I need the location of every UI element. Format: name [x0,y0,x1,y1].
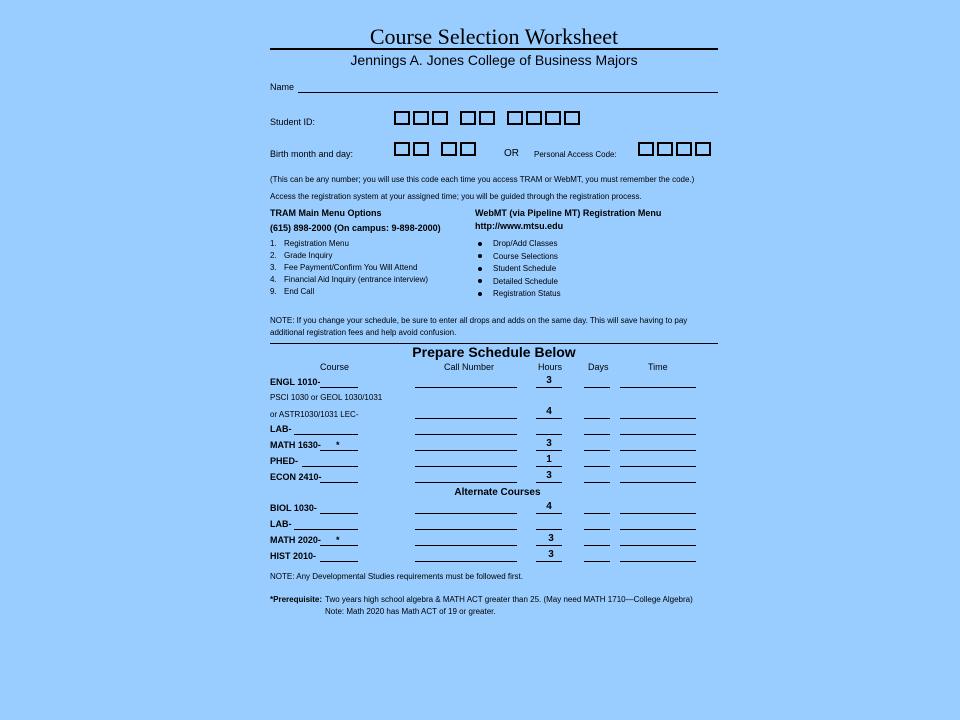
list-item: 1. Registration Menu [270,239,349,248]
list-item: 9. End Call [270,287,315,296]
hours-value: 4 [546,501,552,512]
time-field[interactable] [620,418,696,419]
name-label: Name [270,82,295,92]
access-code-note: (This can be any number; you will use this code each time you access TRAM or WebMT, you must remember the code.) [270,175,695,184]
alternate-courses-heading: Alternate Courses [454,487,541,498]
call-number-field[interactable] [415,418,517,419]
tram-menu-list [270,238,428,298]
column-call-number: Call Number [444,362,495,372]
section-field[interactable] [320,482,358,483]
pac-label: Personal Access Code: [534,150,617,159]
section-field[interactable] [320,545,358,546]
hours-field[interactable] [536,482,562,483]
list-item: Detailed Schedule [478,276,561,289]
course-math-1630: MATH 1630- [270,440,321,450]
time-field[interactable] [620,513,696,514]
section-field[interactable] [320,513,358,514]
hours-field[interactable] [536,466,562,467]
time-field[interactable] [620,434,696,435]
time-field[interactable] [620,529,696,530]
call-number-field[interactable] [415,513,517,514]
webmt-url[interactable]: http://www.mtsu.edu [475,221,564,231]
hours-value: 3 [548,549,554,560]
section-field[interactable] [320,561,358,562]
call-number-field[interactable] [415,482,517,483]
hours-value: 4 [546,406,552,417]
days-field[interactable] [584,450,610,451]
schedule-change-note-line1: NOTE: If you change your schedule, be sure to enter all drops and adds on the same day. This will save having to pay [270,316,688,325]
days-field[interactable] [584,529,610,530]
course-math-2020: MATH 2020- [270,535,321,545]
list-item: Drop/Add Classes [478,238,561,251]
hours-value: 3 [546,375,552,386]
days-field[interactable] [584,561,610,562]
days-field[interactable] [584,466,610,467]
time-field[interactable] [620,387,696,388]
list-item: Course Selections [478,251,561,264]
call-number-field[interactable] [415,466,517,467]
call-number-field[interactable] [415,434,517,435]
bullet-icon [478,254,482,258]
time-field[interactable] [620,450,696,451]
days-field[interactable] [584,387,610,388]
hours-field[interactable] [536,387,562,388]
list-item: Student Schedule [478,263,561,276]
days-field[interactable] [584,545,610,546]
course-econ: ECON 2410- [270,472,322,482]
developmental-note: NOTE: Any Developmental Studies requirements must be followed first. [270,572,523,581]
time-field[interactable] [620,482,696,483]
section-field[interactable] [294,434,358,435]
call-number-field[interactable] [415,545,517,546]
section-field[interactable] [320,387,358,388]
course-psci-line1: PSCI 1030 or GEOL 1030/1031 [270,393,383,402]
registration-note: Access the registration system at your assigned time; you will be guided through the registration process. [270,192,642,201]
prereq-star: * [336,535,340,545]
days-field[interactable] [584,434,610,435]
prerequisite-label: *Prerequisite: [270,595,323,604]
course-hist: HIST 2010- [270,551,317,561]
hours-value: 3 [546,470,552,481]
section-field[interactable] [320,450,358,451]
call-number-field[interactable] [415,387,517,388]
hours-field[interactable] [536,529,562,530]
course-psci-line2: or ASTR1030/1031 LEC- [270,410,359,419]
prerequisite-note: Note: Math 2020 has Math ACT of 19 or greater. [325,607,496,616]
days-field[interactable] [584,418,610,419]
schedule-heading: Prepare Schedule Below [412,344,576,360]
bullet-icon [478,279,482,283]
call-number-field[interactable] [415,561,517,562]
hours-field[interactable] [536,450,562,451]
webmt-heading: WebMT (via Pipeline MT) Registration Menu [475,208,662,218]
student-id-label: Student ID: [270,117,316,127]
student-id-boxes[interactable] [394,111,580,130]
course-phed: PHED- [270,456,299,466]
hours-field[interactable] [536,561,562,562]
schedule-change-note-line2: additional registration fees and help avoid confusion. [270,328,457,337]
time-field[interactable] [620,561,696,562]
course-lab: LAB- [270,424,292,434]
pac-boxes[interactable] [638,142,711,161]
list-item: 3. Fee Payment/Confirm You Will Attend [270,263,418,272]
tram-heading: TRAM Main Menu Options [270,208,382,218]
page-title: Course Selection Worksheet [369,24,619,49]
or-text: OR [504,148,519,159]
prereq-star: * [336,440,340,450]
section-field[interactable] [294,529,358,530]
section-field[interactable] [302,466,358,467]
course-engl: ENGL 1010- [270,377,321,387]
bullet-icon [478,292,482,296]
days-field[interactable] [584,482,610,483]
title-underline [270,48,718,50]
page-subtitle: Jennings A. Jones College of Business Majors [350,52,638,68]
birth-label: Birth month and day: [270,149,354,159]
column-course: Course [320,362,350,372]
list-item: 4. Financial Aid Inquiry (entrance interview) [270,275,429,284]
column-hours: Hours [538,362,563,372]
column-time: Time [648,362,668,372]
hours-value: 3 [548,533,554,544]
list-item: Registration Status [478,288,561,301]
hours-value: 3 [546,438,552,449]
birth-boxes[interactable] [394,142,476,161]
webmt-menu-list [478,238,561,301]
hours-value: 1 [546,454,552,465]
bullet-icon [478,242,482,246]
hours-field[interactable] [536,434,562,435]
name-field[interactable] [298,92,718,93]
hours-field[interactable] [536,513,562,514]
hours-field[interactable] [536,545,562,546]
prerequisite-text: Two years high school algebra & MATH ACT greater than 25. (May need MATH 1710—College Algebra) [325,595,693,604]
course-biol: BIOL 1030- [270,503,317,513]
tram-phone: (615) 898-2000 (On campus: 9-898-2000) [270,223,441,233]
time-field[interactable] [620,466,696,467]
course-lab-alt: LAB- [270,519,292,529]
call-number-field[interactable] [415,450,517,451]
list-item: 2. Grade Inquiry [270,251,333,260]
call-number-field[interactable] [415,529,517,530]
time-field[interactable] [620,545,696,546]
bullet-icon [478,267,482,271]
column-days: Days [588,362,609,372]
days-field[interactable] [584,513,610,514]
hours-field[interactable] [536,418,562,419]
